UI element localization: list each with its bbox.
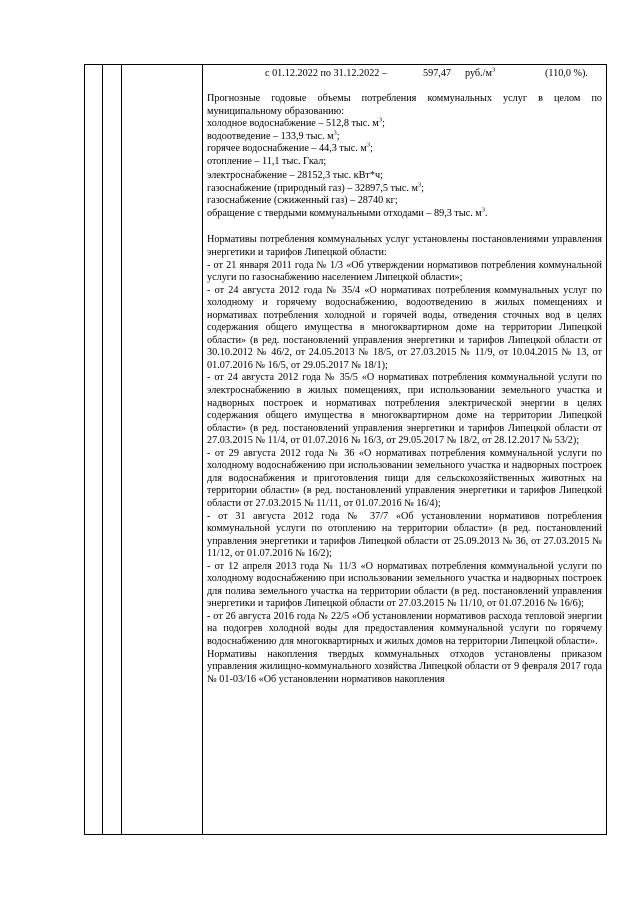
- tariff-unit: $руб./м^3$: [465, 66, 496, 79]
- norms-tail: Нормативы накопления твердых коммунальных отходов установлены приказом управления жилищно-коммунального хозяйства Липецкой области от 9 февраля 2017 года № 01-03/16 «Об установлении нормативов накопления: [207, 648, 602, 685]
- norm-item: - от 24 августа 2012 года № 35/5 «О нормативах потребления коммунальной услуги по электроснабжению в жилых помещениях, при использовании земельного участка и надворных построек и нормативах потребления электрической энергии в целях содержания общего имущества в многоквартирном доме на территории Липецкой области» (в ред. постановлений управления энергетики и тарифов Липецкой области от 27.03.2015 № 11/4, от 01.07.2016 № 16/3, от 29.05.2017 № 18/2, от 28.12.2017 № 53/2);: [207, 372, 602, 447]
- norm-item: - от 12 апреля 2013 года № 11/3 «О нормативах потребления коммунальной услуги по холодному водоснабжению при использовании земельного участка и надворных построек для полива земельного участка на территории области (в ред. постановлений управления энергетики и тарифов Липецкой области от 27.03.2015 № 11/10, от 01.07.2016 № 16/6);: [207, 560, 602, 610]
- norms-intro: Нормативы потребления коммунальных услуг установлены постановлениями управления энергетики и тарифов Липецкой области:: [207, 234, 602, 259]
- column-divider-1: [102, 65, 103, 834]
- tariff-period: с 01.12.2022 по 31.12.2022 –: [265, 68, 388, 79]
- volume-item: электроснабжение – 28152,3 тыс. кВт*ч;: [207, 170, 383, 182]
- tariff-value: 597,47: [423, 68, 452, 79]
- column-divider-3: [202, 65, 203, 834]
- norm-item: - от 21 января 2011 года № 1/3 «Об утверждении нормативов потребления коммунальной услуги по газоснабжению населением Липецкой области»;: [207, 259, 602, 284]
- norm-item: - от 26 августа 2016 года № 22/5 «Об установлении нормативов расхода тепловой энергии на подогрев холодной воды для предоставления коммунальной услуги по горячему водоснабжению для многоквартирных и жилых домов на территории Липецкой области».: [207, 610, 602, 647]
- volumes-intro: Прогнозные годовые объемы потребления коммунальных услуг в целом по муниципальному образованию:: [207, 93, 602, 117]
- document-table: [84, 64, 607, 835]
- volume-item: газоснабжение (природный газ) – 32897,5 тыс. $м^3$;: [207, 181, 425, 194]
- volume-item: водоотведение – 133,9 тыс. $м^3$;: [207, 129, 340, 142]
- norm-item: - от 24 августа 2012 года № 35/4 «О нормативах потребления коммунальных услуг по холодному и горячему водоснабжению, водоотведению в жилых помещениях и нормативах потребления холодной и горячей воды, отведения сточных вод в целях содержания общего имущества в многоквартирном доме на территории Липецкой области» (в ред. постановлений управления энергетики и тарифов Липецкой области от 30.10.2012 № 46/2, от 24.05.2013 № 18/5, от 27.03.2015 № 11/9, от 10.04.2015 № 13, от 01.07.2016 № 16/5, от 29.05.2017 № 18/1);: [207, 284, 602, 371]
- volume-item: горячее водоснабжение – 44,3 тыс. $м^3$;: [207, 141, 373, 155]
- volume-item: холодное водоснабжение – 512,8 тыс. $м^3$;: [207, 116, 385, 130]
- volume-item: отопление – 11,1 тыс. Гкал;: [207, 155, 327, 167]
- table-cell-content: [207, 68, 602, 686]
- volume-item: обращение с твердыми коммунальными отходами – 89,3 тыс. $м^3$.: [207, 206, 488, 219]
- norm-item: - от 31 августа 2012 года № 37/7 «Об установлении нормативов потребления коммунальной услуги по отоплению на территории области» (в ред. постановлений управления энергетики и тарифов Липецкой области от 25.09.2013 № 36, от 27.03.2015 № 11/12, от 01.07.2016 № 16/2);: [207, 510, 602, 560]
- volumes-list: [207, 118, 602, 220]
- norm-item: - от 29 августа 2012 года № 36 «О нормативах потребления коммунальной услуги по холодному водоснабжению при использовании земельного участка и надворных построек для водоснабжения и приготовления пищи для сельскохозяйственных животных на территории области» (в ред. постановлений управления энергетики и тарифов Липецкой области от 27.03.2015 № 11/11, от 01.07.2016 № 16/4);: [207, 447, 602, 509]
- norms-list: [207, 260, 602, 649]
- tariff-percent: (110,0 %).: [545, 68, 588, 79]
- volume-item: газоснабжение (сжиженный газ) – 28740 кг;: [207, 195, 398, 207]
- column-divider-2: [121, 65, 122, 834]
- tariff-line: [207, 68, 602, 81]
